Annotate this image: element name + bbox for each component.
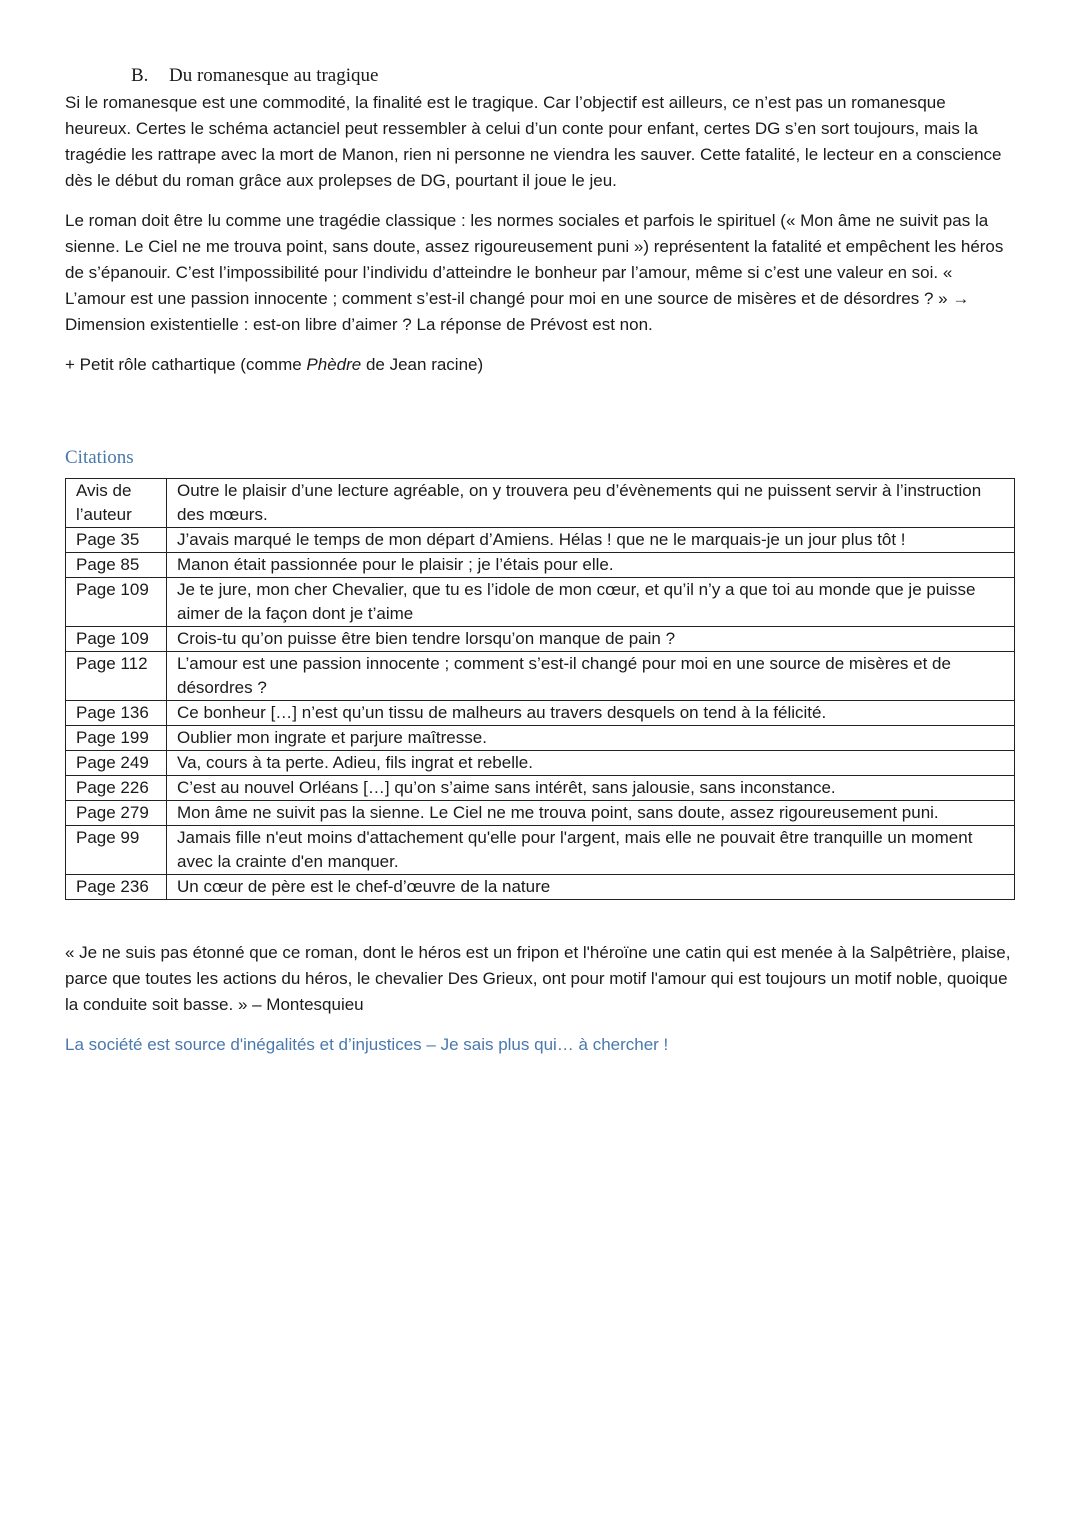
document-page bbox=[65, 64, 1015, 1058]
citation-row bbox=[66, 751, 1015, 776]
citation-row bbox=[66, 776, 1015, 801]
citation-reference: Page 199 bbox=[66, 726, 167, 751]
citation-text: Va, cours à ta perte. Adieu, fils ingrat et rebelle. bbox=[167, 751, 1015, 776]
citation-reference: Avis de l’auteur bbox=[66, 479, 167, 528]
citations-heading: Citations bbox=[65, 447, 134, 468]
citation-row bbox=[66, 553, 1015, 578]
citation-text: J’avais marqué le temps de mon départ d’Amiens. Hélas ! que ne le marquais-je un jour plus tôt ! bbox=[167, 528, 1015, 553]
citation-text: C’est au nouvel Orléans […] qu’on s’aime sans intérêt, sans jalousie, sans inconstance. bbox=[167, 776, 1015, 801]
section-heading bbox=[131, 64, 1015, 88]
catharsis-title-phedre: Phèdre bbox=[306, 355, 362, 374]
citation-row bbox=[66, 578, 1015, 627]
citation-reference: Page 99 bbox=[66, 826, 167, 875]
citation-row bbox=[66, 479, 1015, 528]
citation-text: Jamais fille n'eut moins d'attachement qu'elle pour l'argent, mais elle ne pouvait être tranquille un moment avec la crainte d'en manquer. bbox=[167, 826, 1015, 875]
catharsis-text-after: de Jean racine) bbox=[361, 355, 484, 374]
footer-note: La société est source d'inégalités et d’injustices – Je sais plus qui… à chercher ! bbox=[65, 1035, 669, 1054]
citation-text: Mon âme ne suivit pas la sienne. Le Ciel ne me trouva point, sans doute, assez rigoureusement puni. bbox=[167, 801, 1015, 826]
citation-row bbox=[66, 826, 1015, 875]
citations-table bbox=[65, 478, 1015, 900]
citation-row bbox=[66, 528, 1015, 553]
section-number: B. bbox=[131, 65, 149, 86]
citation-reference: Page 279 bbox=[66, 801, 167, 826]
paragraph-tragedie: Le roman doit être lu comme une tragédie classique : les normes sociales et parfois le spirituel (« Mon âme ne suivit pas la sienne. Le Ciel ne me trouva point, sans doute, assez rigoureusement puni ») représentent la fatalité et empêchent les héros de s’épanouir. C’est l’impossibilité pour l’individu d’atteindre le bonheur par l’amour, même si c’est une valeur en soi. « L’amour est une passion innocente ; comment s’est-il changé pour moi en une source de misères et de désordres ? » → Dimension existentielle : est-on libre d’aimer ? La réponse de Prévost est non. bbox=[65, 211, 1004, 334]
citation-text: Manon était passionnée pour le plaisir ; je l’étais pour elle. bbox=[167, 553, 1015, 578]
citation-text: Crois-tu qu’on puisse être bien tendre lorsqu’on manque de pain ? bbox=[167, 627, 1015, 652]
citation-row bbox=[66, 726, 1015, 751]
citation-text: L’amour est une passion innocente ; comment s’est-il changé pour moi en une source de misères et de désordres ? bbox=[167, 652, 1015, 701]
citation-reference: Page 109 bbox=[66, 627, 167, 652]
section-title: Du romanesque au tragique bbox=[169, 65, 379, 86]
citation-row bbox=[66, 627, 1015, 652]
montesquieu-quote: « Je ne suis pas étonné que ce roman, dont le héros est un fripon et l'héroïne une catin qui est menée à la Salpêtrière, plaise, parce que toutes les actions du héros, le chevalier Des Grieux, ont pour motif l'amour qui est toujours un motif noble, quoique la conduite soit basse. » – Montesquieu bbox=[65, 943, 1011, 1014]
citation-row bbox=[66, 801, 1015, 826]
citation-row bbox=[66, 652, 1015, 701]
citation-reference: Page 136 bbox=[66, 701, 167, 726]
citation-reference: Page 109 bbox=[66, 578, 167, 627]
citation-reference: Page 249 bbox=[66, 751, 167, 776]
citation-text: Outre le plaisir d’une lecture agréable, on y trouvera peu d’évènements qui ne puissent servir à l’instruction des mœurs. bbox=[167, 479, 1015, 528]
citation-text: Oublier mon ingrate et parjure maîtresse. bbox=[167, 726, 1015, 751]
citation-text: Ce bonheur […] n’est qu’un tissu de malheurs au travers desquels on tend à la félicité. bbox=[167, 701, 1015, 726]
citation-reference: Page 35 bbox=[66, 528, 167, 553]
citation-reference: Page 85 bbox=[66, 553, 167, 578]
citation-reference: Page 112 bbox=[66, 652, 167, 701]
citation-text: Je te jure, mon cher Chevalier, que tu es l’idole de mon cœur, et qu’il n’y a que toi au monde que je puisse aimer de la façon dont je t’aime bbox=[167, 578, 1015, 627]
paragraph-romanesque: Si le romanesque est une commodité, la finalité est le tragique. Car l’objectif est ailleurs, ce n’est pas un romanesque heureux. Certes le schéma actanciel peut ressembler à celui d’un conte pour enfant, certes DG s’en sort toujours, mais la tragédie les rattrape avec la mort de Manon, rien ni personne ne viendra les sauver. Cette fatalité, le lecteur en a conscience dès le début du roman grâce aux prolepses de DG, pourtant il joue le jeu. bbox=[65, 93, 1002, 190]
citation-row bbox=[66, 875, 1015, 900]
catharsis-text-before: + Petit rôle cathartique (comme bbox=[65, 355, 307, 374]
citation-reference: Page 226 bbox=[66, 776, 167, 801]
paragraph-catharsis bbox=[65, 352, 1015, 378]
citation-row bbox=[66, 701, 1015, 726]
citation-text: Un cœur de père est le chef-d’œuvre de la nature bbox=[167, 875, 1015, 900]
citation-reference: Page 236 bbox=[66, 875, 167, 900]
